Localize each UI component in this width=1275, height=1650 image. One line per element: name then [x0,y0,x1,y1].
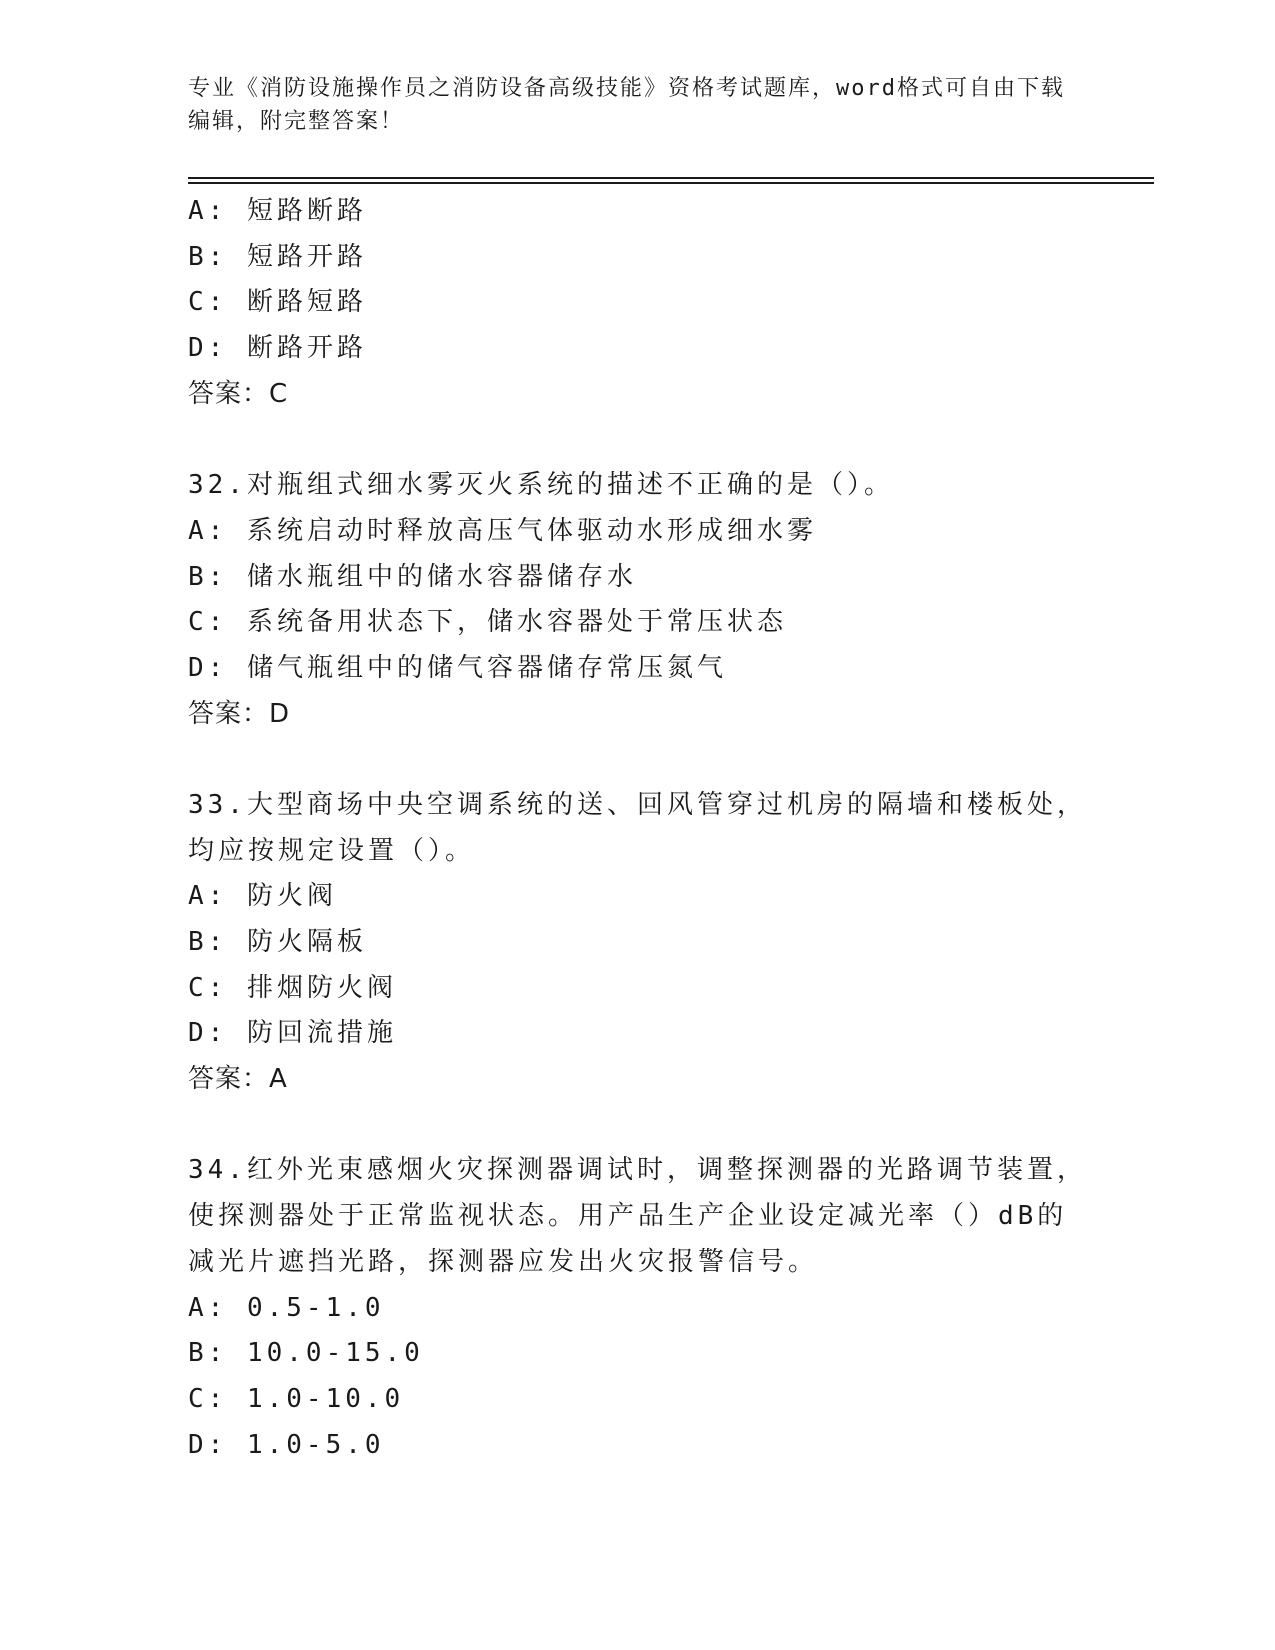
option-b: B: 10.0-15.0 [188,1338,424,1369]
answer: 答案：A [188,1064,288,1095]
question-text: 34.红外光束感烟火灾探测器调试时，调整探测器的光路调节装置，使探测器处于正常监视状态。用产品生产企业设定减光率（）dB的减光片遮挡光路，探测器应发出火灾报警信号。 [188,1155,1087,1277]
option-d: D: 断路开路 [188,333,367,364]
option-c: C: 1.0-10.0 [188,1383,405,1414]
option-d: D: 储气瓶组中的储气容器储存常压氮气 [188,652,727,683]
question-list [188,189,1088,1468]
spacer [188,1103,1088,1149]
option-a: A: 系统启动时释放高压气体驱动水形成细水雾 [188,515,817,546]
question-33 [188,783,1088,1103]
question-text: 33.大型商场中央空调系统的送、回风管穿过机房的隔墙和楼板处，均应按规定设置（）。 [188,789,1087,866]
option-a: A: 短路断路 [188,196,367,226]
spacer [188,417,1088,463]
option-a: A: 0.5-1.0 [188,1292,385,1323]
answer: 答案：C [188,378,289,409]
option-c: C: 系统备用状态下，储水容器处于常压状态 [188,607,787,638]
option-b: B: 短路开路 [188,241,367,272]
document-header: 专业《消防设施操作员之消防设备高级技能》资格考试题库，word格式可自由下载编辑，附完整答案！ [188,76,1065,134]
option-d: D: 防回流措施 [188,1018,397,1049]
question-34 [188,1148,1088,1468]
spacer [188,737,1088,783]
option-b: B: 储水瓶组中的储水容器储存水 [188,561,637,592]
option-c: C: 排烟防火阀 [188,972,397,1003]
option-a: A: 防火阀 [188,881,337,912]
option-b: B: 防火隔板 [188,927,367,958]
answer: 答案：D [188,698,291,729]
question-31 [188,189,1088,417]
header-rule-top [188,177,1154,179]
header-rule-bottom [188,182,1154,184]
question-32 [188,463,1088,737]
question-text: 32.对瓶组式细水雾灭火系统的描述不正确的是（）。 [188,470,894,501]
option-c: C: 断路短路 [188,287,367,318]
option-d: D: 1.0-5.0 [188,1429,385,1460]
